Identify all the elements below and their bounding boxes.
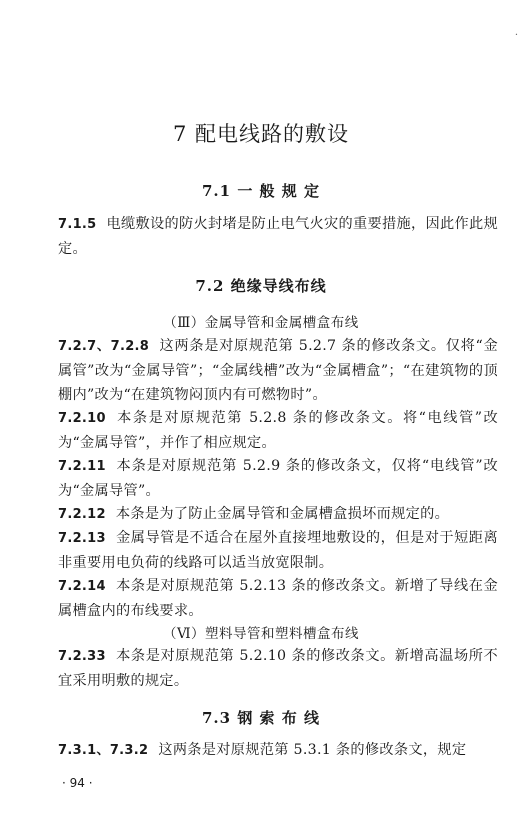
clause-number: 7.2.14 xyxy=(58,579,106,594)
section-title-7-2: 7.2 绝缘导线布线 xyxy=(195,277,327,295)
clause-number: 7.3.1、7.3.2 xyxy=(58,743,149,758)
clause-number: 7.2.13 xyxy=(58,531,106,546)
clause-number: 7.2.33 xyxy=(58,649,106,664)
paragraph-7-2-14 xyxy=(58,574,498,623)
clause-number: 7.2.7、7.2.8 xyxy=(58,339,150,354)
clause-text: 本条是对原规范第 5.2.8 条的修改条文。将“电线管”改为“金属导管”，并作了相应规定。 xyxy=(58,410,498,451)
paragraph-7-2-33 xyxy=(58,644,498,693)
corner-mark: · xyxy=(514,30,518,41)
paragraph-7-3-1-2 xyxy=(58,738,498,763)
paragraph-7-2-13 xyxy=(58,526,498,575)
clause-text: 这两条是对原规范第 5.3.1 条的修改条文，规定 xyxy=(158,742,467,758)
section-title-7-1: 7.1 一 般 规 定 xyxy=(202,182,320,200)
section-title-7-3: 7.3 钢 索 布 线 xyxy=(202,709,320,727)
clause-number: 7.1.5 xyxy=(58,217,97,232)
subsection-title-6: （Ⅵ）塑料导管和塑料槽盒布线 xyxy=(162,626,360,642)
clause-text: 电缆敷设的防火封堵是防止电气火灾的重要措施，因此作此规定。 xyxy=(58,216,498,257)
subsection-title-3: （Ⅲ）金属导管和金属槽盒布线 xyxy=(163,315,359,331)
paragraph-7-2-11 xyxy=(58,454,498,503)
clause-text: 本条是为了防止金属导管和金属槽盒损坏而规定的。 xyxy=(115,506,450,522)
clause-number: 7.2.12 xyxy=(58,507,106,522)
clause-text: 本条是对原规范第 5.2.9 条的修改条文，仅将“电线管”改为“金属导管”。 xyxy=(58,458,498,499)
chapter-title: 7 配电线路的敷设 xyxy=(172,122,350,146)
clause-text: 本条是对原规范第 5.2.13 条的修改条文。新增了导线在金属槽盒内的布线要求。 xyxy=(58,578,498,619)
clause-text: 金属导管是不适合在屋外直接埋地敷设的，但是对于短距离非重要用电负荷的线路可以适当放宽限制。 xyxy=(58,530,498,571)
paragraph-7-2-12 xyxy=(58,502,498,527)
paragraph-7-2-7-8 xyxy=(58,334,498,407)
page-number: · 94 · xyxy=(62,776,93,790)
clause-number: 7.2.11 xyxy=(58,459,106,474)
clause-text: 本条是对原规范第 5.2.10 条的修改条文。新增高温场所不宜采用明敷的规定。 xyxy=(58,648,498,689)
clause-number: 7.2.10 xyxy=(58,411,106,426)
paragraph-7-2-10 xyxy=(58,406,498,455)
clause-text: 这两条是对原规范第 5.2.7 条的修改条文。仅将“金属管”改为“金属导管”；“金属线槽”改为“金属槽盒”；“在建筑物的顶棚内”改为“在建筑物闷顶内有可燃物时”。 xyxy=(58,338,498,403)
paragraph-7-1-5 xyxy=(58,212,498,261)
